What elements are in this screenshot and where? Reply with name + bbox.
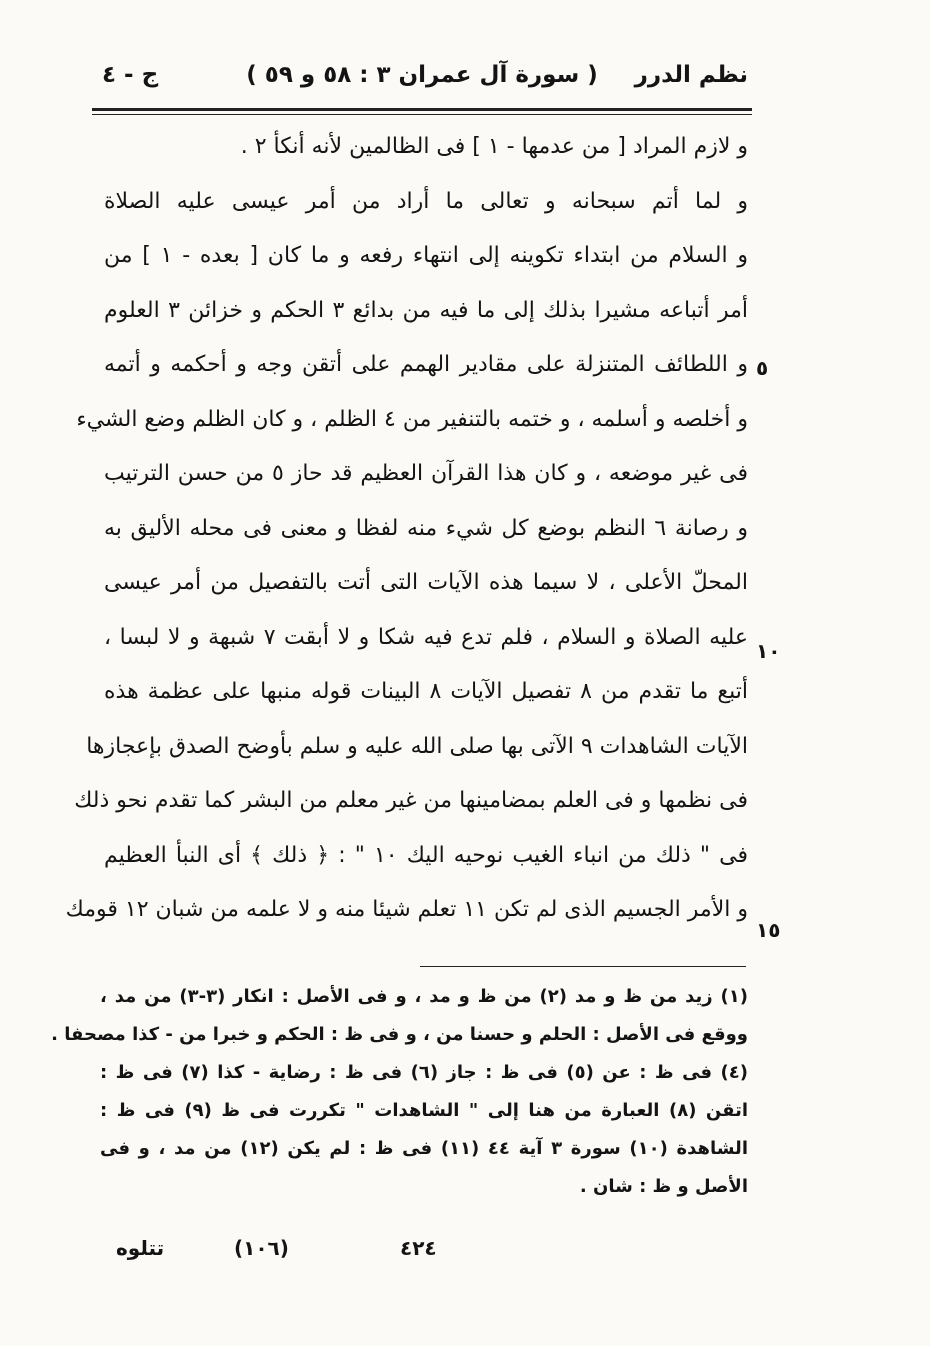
text-line: و رصانة ٦ النظم بوضع كل شيء منه لفظا و معنى فى محله الأليق به: [104, 515, 748, 541]
main-text: [65, 120, 749, 938]
text-line: الآيات الشاهدات ٩ الآتى بها صلى الله عليه و سلم بأوضح الصدق بإعجازها: [86, 733, 748, 759]
footnote-line: (٤) فى ظ : عن (٥) فى ظ : جاز (٦) فى ظ : رضاية - كذا (٧) فى ظ :: [100, 1062, 748, 1083]
text-line: و أخلصه و أسلمه ، و ختمه بالتنفير من ٤ الظلم ، و كان الظلم وضع الشيء: [76, 406, 748, 432]
page-header: [96, 62, 748, 98]
text-line: و الأمر الجسيم الذى لم تكن ١١ تعلم شيئا منه و لا علمه من شبان ١٢ قومك: [65, 897, 748, 922]
text-line: و اللطائف المتنزلة على مقادير الهمم على أتقن وجه و أحكمه و أتمه: [104, 352, 748, 377]
text-line: أتبع ما تقدم من ٨ تفصيل الآيات ٨ البينات قوله منبها على عظمة هذه: [104, 679, 749, 704]
line-number-15: ١٥: [756, 918, 781, 942]
footnotes: [51, 978, 749, 1206]
text-line: فى غير موضعه ، و كان هذا القرآن العظيم قد حاز ٥ من حسن الترتيب: [104, 461, 748, 486]
signature-mark: (١٠٦): [234, 1236, 289, 1260]
text-line: و لما أتم سبحانه و تعالى ما أراد من أمر عيسى عليه الصلاة: [104, 188, 748, 214]
catchword: تتلوه: [116, 1236, 165, 1260]
text-line: فى نظمها و فى العلم بمضامينها من غير معلم من البشر كما تقدم نحو ذلك: [74, 788, 748, 813]
footnote-line: ووقع فى الأصل : الحلم و حسنا من ، و فى ظ : الحكم و خبرا من - كذا مصحفا .: [51, 1024, 748, 1045]
book-title: نظم الدرر: [634, 62, 748, 88]
line-number-10: ١٠: [756, 639, 781, 663]
header-rule-thin: [92, 114, 752, 115]
header-rule-thick: [92, 108, 752, 111]
text-line: و السلام من ابتداء تكوينه إلى انتهاء رفعه و ما كان [ بعده - ١ ] من: [104, 243, 748, 268]
footnote-line: الأصل و ظ : شان .: [579, 1176, 748, 1197]
text-line: و لازم المراد [ من عدمها - ١ ] فى الظالمين لأنه أنكأ ٢ .: [240, 134, 748, 159]
page-number: ٤٢٤: [400, 1236, 437, 1260]
line-number-5: ٥: [756, 356, 769, 380]
footnote-line: (١) زيد من ظ و مد (٢) من ظ و مد ، و فى الأصل : انكار (٣-٣) من مد ،: [100, 986, 748, 1007]
text-line: عليه الصلاة و السلام ، فلم تدع فيه شكا و لا أبقت ٧ شبهة و لا لبسا ،: [104, 624, 748, 650]
text-line: فى " ذلك من انباء الغيب نوحيه اليك ١٠ " : ﴿ ذلك ﴾ أى النبأ العظيم: [104, 842, 748, 868]
footnote-rule: [420, 966, 746, 967]
volume-number: ج - ٤: [102, 62, 159, 88]
footnote-line: اتقن (٨) العبارة من هنا إلى " الشاهدات " تكررت فى ظ (٩) فى ظ :: [100, 1100, 749, 1121]
sura-reference: ( سورة آل عمران ٣ : ٥٨ و ٥٩ ): [246, 62, 598, 88]
text-line: المحلّ الأعلى ، لا سيما هذه الآيات التى أتت بالتفصيل من أمر عيسى: [104, 570, 748, 595]
text-line: أمر أتباعه مشيرا بذلك إلى ما فيه من بدائع ٣ الحكم و خزائن ٣ العلوم: [104, 297, 748, 323]
footnote-line: الشاهدة (١٠) سورة ٣ آية ٤٤ (١١) فى ظ : لم يكن (١٢) من مد ، و فى: [100, 1138, 748, 1159]
